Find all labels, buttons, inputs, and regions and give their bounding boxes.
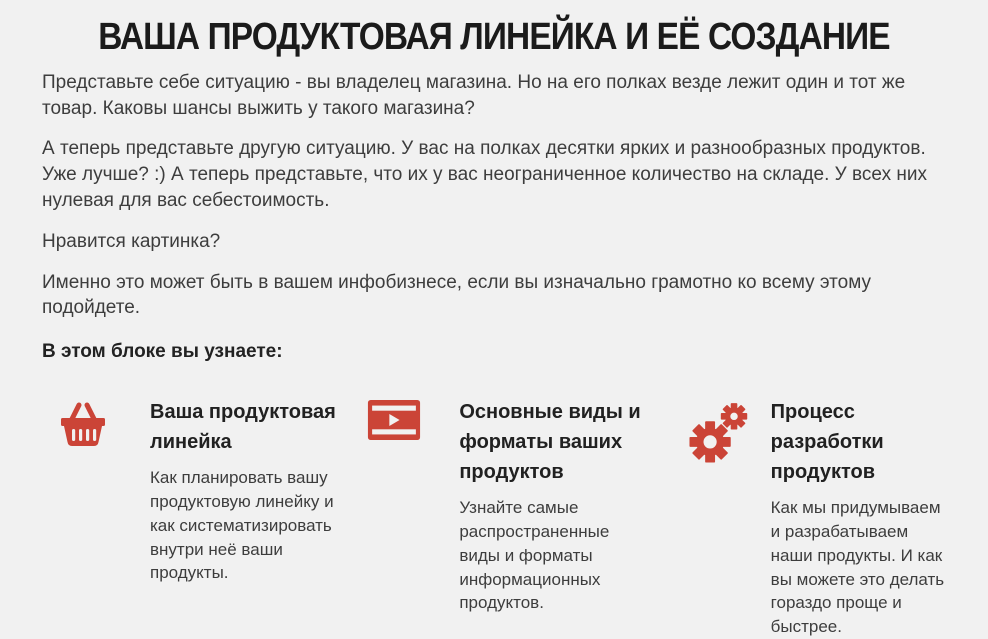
intro-paragraph: Нравится картинка? [42,230,221,252]
intro-text-block [42,70,946,365]
feature-product-line [42,397,343,639]
product-line-section [0,16,988,639]
intro-lead: В этом блоке вы узнаете: [42,341,283,363]
feature-body [150,397,342,585]
feature-title: Процесс разработки продуктов [770,401,884,484]
feature-development [645,397,946,639]
feature-text: Узнайте самые распространенные виды и форматы информационных продуктов. [459,498,610,613]
intro-paragraph: Представьте себе ситуацию - вы владелец магазина. Но на его полках везде лежит один и тот же товар. Каковы шансы выжить у такого магазина? [42,71,906,119]
feature-title: Ваша продуктовая линейка [150,401,336,454]
feature-formats [343,397,644,639]
gears-icon [687,399,753,465]
feature-text: Как мы придумываем и разрабатываем наши продукты. И как вы можете это делать гораздо проще и быстрее. [770,498,945,637]
video-player-icon [367,399,433,441]
feature-text: Как планировать вашу продуктовую линейку и как систематизировать внутри неё ваши продукты. [150,468,334,583]
page-title: ВАША ПРОДУКТОВАЯ ЛИНЕЙКА И ЕЁ СОЗДАНИЕ [98,16,890,58]
feature-body [771,397,946,639]
intro-paragraph: А теперь представьте другую ситуацию. У вас на полках десятки ярких и разнообразных продуктов. Уже лучше? :) А теперь представьте, что их у вас неограниченное количество на складе. У всех них нулевая для вас себестоимость. [42,138,927,211]
feature-title: Основные виды и форматы ваших продуктов [459,401,641,484]
shopping-basket-icon [58,399,124,449]
feature-body [459,397,644,615]
features-row [42,397,946,639]
intro-paragraph: Именно это может быть в вашем инфобизнесе, если вы изначально грамотно ко всему этому подойдете. [42,271,871,319]
